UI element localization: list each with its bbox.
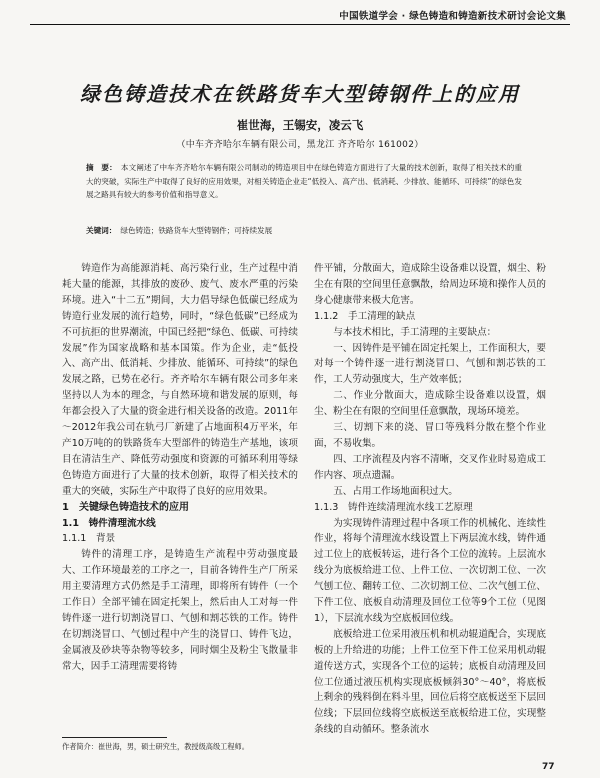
section-heading-1-1-3: 1.1.3 铸件连续清理流水线工艺原理 — [314, 501, 473, 513]
keywords-text: 绿色铸造；铁路货车大型铸钢件；可持续发展 — [120, 226, 273, 235]
principle-paragraph: 为实现铸件清理过程中各项工作的机械化、连续性作业，将每个清理流水线设置上下两层流水线，铸件通过工位上的底板转运，进行各个工位的流转。上层流水线分为底板给进工位、上件工位、一次切割工位、一次气刨工位、翻转工位、二次切割工位、二次气刨工位、下件工位、底板自动清理及回位工位等9个工位（见图1），下层流水线为空底板回位线。 — [314, 517, 546, 624]
article-affiliation: （中车齐齐哈尔车辆有限公司，黑龙江 齐齐哈尔 161002） — [176, 140, 424, 150]
keywords-label: 关键词： — [86, 226, 117, 235]
footnote-rule — [62, 737, 167, 738]
article-title: 绿色铸造技术在铁路货车大型铸钢件上的应用 — [80, 82, 520, 106]
section-heading-1-1-1: 1.1.1 背景 — [62, 533, 116, 545]
point-2: 二、作业分散面大，造成除尘设备难以设置，烟尘、粉尘在有限的空间里任意飘散，现场环境差。 — [314, 390, 546, 418]
section-heading-1-1: 1.1 铸件清理流水线 — [62, 517, 156, 529]
abstract-text: 本文阐述了中车齐齐哈尔车辆有限公司制动的铸造项目中在绿色铸造方面进行了大量的技术创新，取得了相关技术的重大的突破，实际生产中取得了良好的应用效果，对相关铸造企业走“低投入、高产出、低消耗、少排放、能循环、可持续”的绿色发展之路具有较大的参考价值和指导意义。 — [86, 163, 523, 200]
keywords — [86, 224, 522, 237]
right-column — [314, 261, 546, 738]
abstract — [86, 161, 522, 202]
process-paragraph: 底板给进工位采用液压机和机动辊道配合，实现底板的上升给进的功能；上件工位至下件工位采用机动辊道传送方式，实现各个工位的运转；底板自动清理及回位工位通过液压机构实现底板倾斜30°～40°，将底板上剩余的残料倒在料斗里，回位后将空底板送至下层回位线；下层回位线将空底板送至底板给进工位，实现整条线的自动循环。整条流水 — [314, 628, 546, 736]
section-heading-1: 1 关键绿色铸造技术的应用 — [62, 501, 189, 513]
article-authors: 崔世海，王锡安，凌云飞 — [236, 118, 364, 132]
running-header: 中国铁道学会 · 绿色铸造和铸造新技术研讨会论文集 — [339, 11, 566, 22]
background-paragraph: 铸件的清理工序，是铸造生产流程中劳动强度最大、工作环境最差的工序之一，目前各铸件生产厂所采用主要清理方式仍然是手工清理，即将所有铸件（一个工作日）全部平铺在固定托架上，然后由人工对每一件铸件逐一进行切割浇冒口、气刨和割芯铁的工作。铸件在切割浇冒口、气刨过程中产生的浇冒口、铸件飞边，金属液及砂块等杂物等较多，同时烟尘及粉尘飞散量非常大，因手工清理需要将铸 — [62, 549, 298, 672]
point-1: 一、因铸件是平铺在固定托架上，工作面积大，要对每一个铸件逐一进行割浇冒口、气刨和割芯铁的工作，工人劳动强度大，生产效率低； — [314, 342, 546, 386]
point-5: 五、占用工作场地面积过大。 — [333, 485, 458, 497]
page-number: 77 — [542, 762, 555, 772]
compare-paragraph: 与本技术相比，手工清理的主要缺点： — [333, 326, 497, 338]
header-rule — [30, 24, 570, 25]
point-4: 四、工序流程及内容不清晰，交叉作业时易造成工作内容、项点遗漏。 — [314, 453, 546, 481]
section-heading-1-1-2: 1.1.2 手工清理的缺点 — [314, 310, 416, 322]
intro-paragraph: 铸造作为高能源消耗、高污染行业，生产过程中消耗大量的能源，其排放的废砂、废气、废水严重的污染环境。进入“十二五”期间，大力倡导绿色低碳已经成为铸造行业发展的流行趋势，同时，“绿色低碳”已经成为不可抗拒的世界潮流，中国已经把“绿色、低碳、可持续发展”作为国家战略和基本国策。作为企业，走“低投入、高产出、低消耗、少排放、能循环、可持续”的绿色发展之路，已势在必行。齐齐哈尔车辆有限公司多年来坚持以人为本的理念，与自然环境和谐发展的原则，每年都会投入了大量的资金进行相关设备的改造。2011年～2012年我公司在轨弓厂新建了占地面积4万平米，年产10万吨的的铁路货车大型部件的铸造生产基地，该项目在清洁生产、降低劳动强度和资源的可循环利用等绿色铸造方面进行了大量的技术创新，取得了相关技术的重大的突破，实际生产中取得了良好的应用效果。 — [62, 263, 298, 497]
continuation-paragraph: 件平铺，分散面大，造成除尘设备难以设置，烟尘、粉尘在有限的空间里任意飘散，给周边环境和操作人员的身心健康带来极大危害。 — [314, 263, 546, 306]
author-footnote: 作者简介：崔世海，男，硕士研究生，教授级高级工程师。 — [62, 742, 249, 751]
abstract-label: 摘 要： — [86, 163, 117, 172]
point-3: 三、切割下来的浇、冒口等残料分散在整个作业面，不易收集。 — [314, 422, 546, 449]
left-column — [62, 261, 298, 675]
